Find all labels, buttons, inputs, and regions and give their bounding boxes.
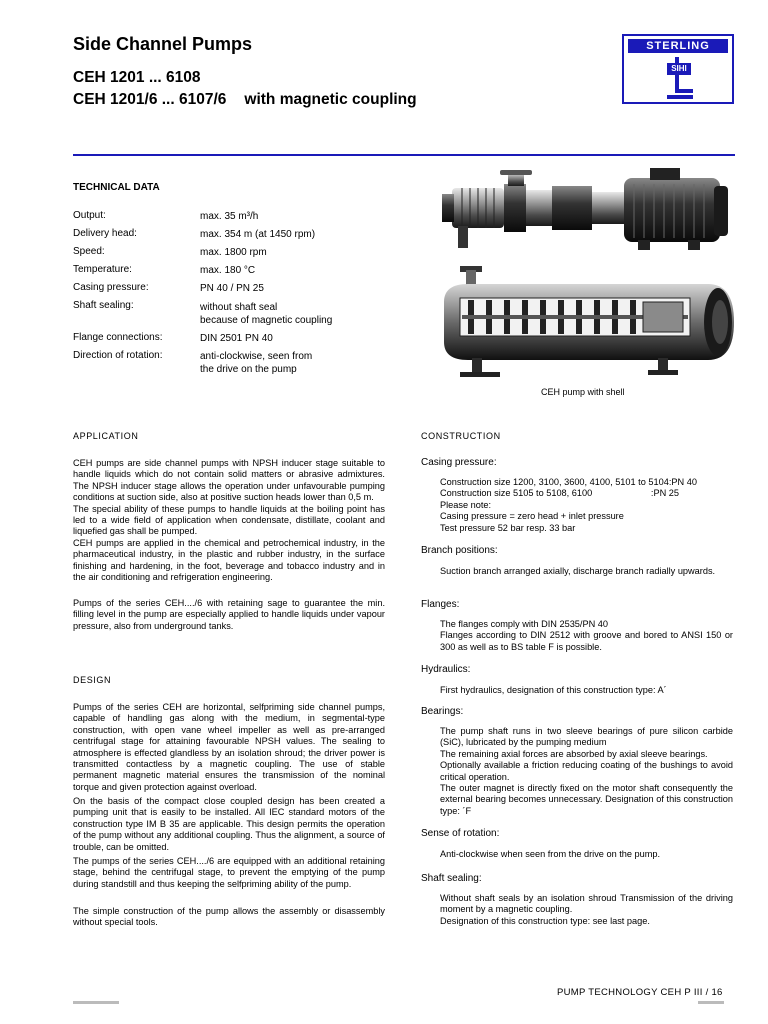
spec-value-casing-pressure: PN 40 / PN 25: [200, 283, 264, 294]
photo-caption: CEH pump with shell: [541, 387, 625, 397]
spec-label-speed: Speed:: [73, 246, 105, 257]
model-range-line: CEH 1201 ... 6108: [73, 69, 201, 86]
spec-label-casing-pressure: Casing pressure:: [73, 282, 149, 293]
page-title: Side Channel Pumps: [73, 34, 253, 54]
bearings-title: Bearings:: [421, 706, 464, 717]
shaft-sealing-title: Shaft sealing:: [421, 873, 482, 884]
spec-value-shaft-sealing: without shaft seal because of magnetic coupling: [200, 302, 333, 326]
casing-pressure-body: Construction size 1200, 3100, 3600, 4100, 5101 to 5104:PN 40 Construction size 5105 to 5108, 6100 :PN 25 Please note: Casing pressure = zero head + inlet pressure Test pressure 52 bar resp. 33 bar: [440, 477, 697, 533]
model-range-codes: CEH 1201/6 ... 6107/6: [73, 91, 227, 108]
hydraulics-title: Hydraulics:: [421, 664, 471, 675]
cut-off-footer-left: [73, 1001, 119, 1004]
logo-brand-name: STERLING: [628, 39, 728, 53]
design-heading: DESIGN: [73, 675, 112, 685]
technical-data-heading: TECHNICAL DATA: [73, 182, 160, 193]
spec-value-delivery-head: max. 354 m (at 1450 rpm): [200, 229, 316, 240]
spec-value-output: max. 35 m³/h: [200, 211, 259, 222]
page-footer: PUMP TECHNOLOGY CEH P III / 16: [557, 987, 723, 998]
header-divider: [73, 154, 735, 156]
model-range-magnetic-line: [73, 91, 417, 109]
design-paragraph-4: The simple construction of the pump allows the assembly or disassembly without special tools.: [73, 906, 385, 928]
model-range-suffix: with magnetic coupling: [244, 91, 417, 108]
application-heading: APPLICATION: [73, 431, 139, 441]
shaft-sealing-body: Without shaft seals by an isolation shroud Transmission of the driving moment by a magnetic coupling. Designation of this construction type: see last page.: [440, 893, 733, 926]
application-paragraph-1: CEH pumps are side channel pumps with NPSH inducer stage suitable to handle liquids which do not contain solid matters or abrasive admixtures. The NPSH inducer stage allows the operation under unfavourable pumping conditions at suction side, also at positive suction heads lower than 0,5 m. The special ability of these pumps to handle liquids at the boiling point has led to a wide field of application when condensate, distillate, coolant and liquefied gas shall be pumped. CEH pumps are applied in the chemical and petrochemical industry, in the pharmaceutical industry, in the plastic and rubber industry, in the surface finishing and hardening, in the foot, beverage and tobacco industry and in the air conditioning and refrigeration engineering.: [73, 458, 385, 583]
pump-sectional-photo: [438, 262, 738, 384]
pump-unit-photo: [438, 168, 738, 256]
logo-mark: [667, 57, 693, 104]
spec-label-output: Output:: [73, 210, 106, 221]
construction-heading: CONSTRUCTION: [421, 431, 501, 441]
spec-value-temperature: max. 180 °C: [200, 265, 256, 276]
application-paragraph-2: Pumps of the series CEH..../6 with retaining sage to guarantee the min. filling level in the pump are especially applied to handle liquids under vapour pressure, also from underground tanks.: [73, 598, 385, 631]
design-paragraph-2: On the basis of the compact close coupled design has been created a pumping unit that is easily to be installed. All IEC standard motors of the construction type IM B 35 are applicable. This design permits the operation of the pump without any additional coupling. Thus the alignment, a source of trouble, can be omitted.: [73, 796, 385, 852]
sense-of-rotation-body: Anti-clockwise when seen from the drive on the pump.: [440, 849, 661, 859]
branch-positions-body: Suction branch arranged axially, discharge branch radially upwards.: [440, 566, 716, 576]
spec-value-flange-connections: DIN 2501 PN 40: [200, 333, 273, 344]
spec-label-temperature: Temperature:: [73, 264, 132, 275]
design-paragraph-3: The pumps of the series CEH..../6 are equipped with an additional retaining stage, behind the centrifugal stage, to prevent the emptying of the pump during standstill and thus keeping the selfpriming ability of the pump.: [73, 856, 385, 889]
flanges-title: Flanges:: [421, 599, 460, 610]
hydraulics-body: First hydraulics, designation of this construction type: A´: [440, 685, 667, 695]
spec-label-direction-of-rotation: Direction of rotation:: [73, 350, 163, 361]
sterling-sihi-logo: [622, 34, 734, 104]
branch-positions-title: Branch positions:: [421, 545, 498, 556]
design-paragraph-1: Pumps of the series CEH are horizontal, selfpriming side channel pumps, capable of handling gas along with the medium, in segmental-type construction, with open vane wheel impeller as well as pre-arranged centrifugal stage for attaining favourable NPSH values. The sealing to atmosphere is effected glandless by an isolation shroud; the driver power is transmitted contactless by a magnetic coupling. The use of stable permanent magnetic material ensures the transmission of the nominal torque and given protection against overload.: [73, 702, 385, 792]
spec-label-flange-connections: Flange connections:: [73, 332, 163, 343]
flanges-body: The flanges comply with DIN 2535/PN 40 Flanges according to DIN 2512 with groove and bored to ANSI 150 or 300 as well as to BS table F is possible.: [440, 619, 733, 652]
spec-value-speed: max. 1800 rpm: [200, 247, 267, 258]
logo-sub-name: SIHI: [667, 63, 691, 75]
casing-pressure-title: Casing pressure:: [421, 457, 497, 468]
bearings-body: The pump shaft runs in two sleeve bearings of pure silicon carbide (SiC), lubricated by the pumping medium The remaining axial forces are absorbed by axial sleeve bearings. Optionally available a friction reducing coating of the bushings to avoid critical operation. The outer magnet is directly fixed on the motor shaft consequently the external bearing becomes unnecessary. Designation of this construction type: ´F: [440, 726, 733, 816]
sense-of-rotation-title: Sense of rotation:: [421, 828, 500, 839]
spec-label-shaft-sealing: Shaft sealing:: [73, 300, 134, 311]
spec-label-delivery-head: Delivery head:: [73, 228, 137, 239]
cut-off-footer-right: [698, 1001, 724, 1004]
spec-value-direction-of-rotation: anti-clockwise, seen from the drive on the pump: [200, 351, 313, 375]
